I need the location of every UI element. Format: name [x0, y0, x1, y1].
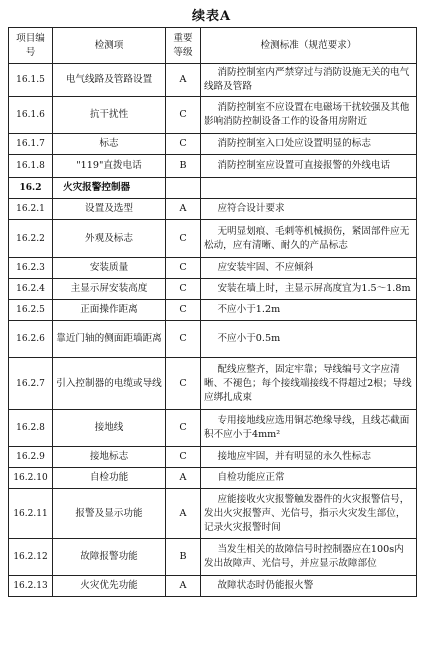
cell-code: 16.2.3	[9, 258, 53, 279]
cell-code: 16.1.7	[9, 134, 53, 155]
table-body	[9, 64, 417, 597]
table-row	[9, 258, 417, 279]
cell-item: "119"直拨电话	[53, 155, 166, 178]
cell-grade: C	[166, 410, 201, 447]
cell-grade: C	[166, 358, 201, 410]
table-row	[9, 447, 417, 468]
cell-criteria: 故障状态时仍能报火警	[201, 576, 417, 597]
header-code: 项目编号	[9, 28, 53, 64]
cell-grade: A	[166, 468, 201, 489]
table-header-row	[9, 28, 417, 64]
table-row	[9, 134, 417, 155]
cell-criteria: 应安装牢固、不应倾斜	[201, 258, 417, 279]
table-row	[9, 489, 417, 539]
cell-grade: C	[166, 279, 201, 300]
cell-grade: C	[166, 258, 201, 279]
cell-criteria: 不应小于1.2m	[201, 300, 417, 321]
cell-grade: C	[166, 220, 201, 258]
cell-criteria: 接地应牢固，并有明显的永久性标志	[201, 447, 417, 468]
table-row	[9, 199, 417, 220]
cell-item: 火灾报警控制器	[53, 178, 166, 199]
header-grade: 重要等级	[166, 28, 201, 64]
cell-code: 16.2.10	[9, 468, 53, 489]
header-item: 检测项	[53, 28, 166, 64]
cell-code: 16.2.4	[9, 279, 53, 300]
cell-criteria: 当发生相关的故障信号时控制器应在100s内发出故障声、光信号，并应显示故障部位	[201, 539, 417, 576]
table-row	[9, 220, 417, 258]
cell-item: 外观及标志	[53, 220, 166, 258]
cell-code: 16.2.2	[9, 220, 53, 258]
table-row	[9, 279, 417, 300]
cell-code: 16.2.13	[9, 576, 53, 597]
cell-item: 报警及显示功能	[53, 489, 166, 539]
cell-criteria: 应符合设计要求	[201, 199, 417, 220]
table-row	[9, 468, 417, 489]
cell-item: 靠近门轴的侧面距墙距离	[53, 321, 166, 358]
cell-item: 主显示屏安装高度	[53, 279, 166, 300]
cell-item: 设置及选型	[53, 199, 166, 220]
cell-item: 接地标志	[53, 447, 166, 468]
cell-grade: A	[166, 64, 201, 97]
table-row	[9, 539, 417, 576]
cell-item: 电气线路及管路设置	[53, 64, 166, 97]
cell-item: 抗干扰性	[53, 97, 166, 134]
table-row	[9, 410, 417, 447]
cell-criteria: 应能接收火灾报警触发器件的火灾报警信号，发出火灾报警声、光信号，指示火灾发生部位，记录火灾报警时间	[201, 489, 417, 539]
cell-code: 16.2.9	[9, 447, 53, 468]
cell-code: 16.2.6	[9, 321, 53, 358]
cell-code: 16.2.12	[9, 539, 53, 576]
header-criteria: 检测标准（规范要求）	[201, 28, 417, 64]
table-row	[9, 300, 417, 321]
cell-criteria: 配线应整齐，固定牢靠；导线编号文字应清晰、不褪色；每个接线端接线不得超过2根；导线应绑扎成束	[201, 358, 417, 410]
cell-item: 故障报警功能	[53, 539, 166, 576]
cell-code: 16.2	[9, 178, 53, 199]
cell-criteria: 自检功能应正常	[201, 468, 417, 489]
inspection-standard-table	[8, 27, 417, 597]
cell-grade: C	[166, 134, 201, 155]
cell-item: 引入控制器的电缆或导线	[53, 358, 166, 410]
table-row	[9, 97, 417, 134]
cell-item: 接地线	[53, 410, 166, 447]
cell-item: 自检功能	[53, 468, 166, 489]
cell-grade: C	[166, 447, 201, 468]
cell-code: 16.2.7	[9, 358, 53, 410]
cell-criteria: 消防控制室应设置可直接报警的外线电话	[201, 155, 417, 178]
table-row	[9, 64, 417, 97]
cell-code: 16.2.1	[9, 199, 53, 220]
cell-code: 16.2.11	[9, 489, 53, 539]
table-row	[9, 576, 417, 597]
cell-item: 标志	[53, 134, 166, 155]
cell-item: 正面操作距离	[53, 300, 166, 321]
cell-item: 安装质量	[53, 258, 166, 279]
table-row	[9, 321, 417, 358]
cell-code: 16.2.8	[9, 410, 53, 447]
cell-code: 16.2.5	[9, 300, 53, 321]
cell-grade: C	[166, 321, 201, 358]
cell-criteria	[201, 178, 417, 199]
cell-criteria: 消防控制室入口处应设置明显的标志	[201, 134, 417, 155]
cell-code: 16.1.8	[9, 155, 53, 178]
table-title: 续表A	[191, 9, 232, 24]
cell-grade: B	[166, 539, 201, 576]
cell-criteria: 无明显划痕、毛刺等机械损伤，紧固部件应无松动，应有清晰、耐久的产品标志	[201, 220, 417, 258]
cell-code: 16.1.6	[9, 97, 53, 134]
table-row	[9, 358, 417, 410]
cell-code: 16.1.5	[9, 64, 53, 97]
cell-grade: A	[166, 576, 201, 597]
section-row	[9, 178, 417, 199]
cell-criteria: 消防控制室不应设置在电磁场干扰较强及其他影响消防控制设备工作的设备用房附近	[201, 97, 417, 134]
cell-criteria: 安装在墙上时，主显示屏高度宜为1.5～1.8m	[201, 279, 417, 300]
cell-criteria: 不应小于0.5m	[201, 321, 417, 358]
cell-item: 火灾优先功能	[53, 576, 166, 597]
cell-grade: C	[166, 300, 201, 321]
cell-grade: B	[166, 155, 201, 178]
cell-grade: A	[166, 199, 201, 220]
cell-grade: C	[166, 97, 201, 134]
cell-grade	[166, 178, 201, 199]
cell-criteria: 消防控制室内严禁穿过与消防设施无关的电气线路及管路	[201, 64, 417, 97]
cell-criteria: 专用接地线应选用铜芯绝缘导线，且线芯截面积不应小于4mm²	[201, 410, 417, 447]
cell-grade: A	[166, 489, 201, 539]
table-row	[9, 155, 417, 178]
